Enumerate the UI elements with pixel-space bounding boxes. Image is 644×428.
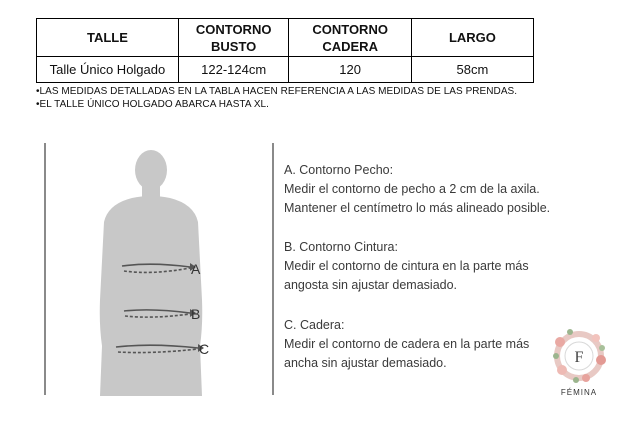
note-1: •LAS MEDIDAS DETALLADAS EN LA TABLA HACEN REFERENCIA A LAS MEDIDAS DE LAS PRENDAS. (36, 86, 518, 97)
guide-cadera-line-1: Medir el contorno de cadera en la parte más (284, 337, 530, 351)
notes (36, 85, 517, 111)
table-header-row (37, 19, 534, 57)
size-table (36, 18, 534, 83)
guide-pecho-line-2: Mantener el centímetro lo más alineado posible. (284, 201, 551, 215)
guide-pecho-line-1: Medir el contorno de pecho a 2 cm de la axila. (284, 182, 540, 196)
cell-largo: 58cm (411, 57, 533, 83)
body-silhouette (90, 150, 230, 396)
header-contorno-cadera: CONTORNO CADERA (289, 19, 411, 57)
note-2: •EL TALLE ÚNICO HOLGADO ABARCA HASTA XL. (36, 99, 269, 110)
guide-cintura (284, 238, 529, 295)
guide-cadera (284, 316, 529, 373)
guide-pecho (284, 161, 550, 218)
label-b: B (191, 306, 201, 322)
divider-right (272, 143, 274, 395)
guide-cintura-title: B. Contorno Cintura: (284, 240, 398, 254)
logo-letter: F (574, 349, 584, 366)
label-c: C (199, 341, 210, 357)
header-largo: LARGO (411, 19, 533, 57)
logo-name: FÉMINA (560, 388, 598, 397)
cell-busto: 122-124cm (178, 57, 289, 83)
cell-talle: Talle Único Holgado (37, 57, 179, 83)
header-contorno-busto: CONTORNO BUSTO (178, 19, 289, 57)
guide-pecho-title: A. Contorno Pecho: (284, 163, 394, 177)
guide-cadera-line-2: ancha sin ajustar demasiado. (284, 356, 447, 370)
label-a: A (191, 261, 201, 277)
guide-cintura-line-1: Medir el contorno de cintura en la parte más (284, 259, 529, 273)
divider-left (44, 143, 46, 395)
guide-cintura-line-2: angosta sin ajustar demasiado. (284, 278, 458, 292)
header-talle: TALLE (37, 19, 179, 57)
cell-cadera: 120 (289, 57, 411, 83)
guide-cadera-title: C. Cadera: (284, 318, 345, 332)
table-row (37, 57, 534, 83)
